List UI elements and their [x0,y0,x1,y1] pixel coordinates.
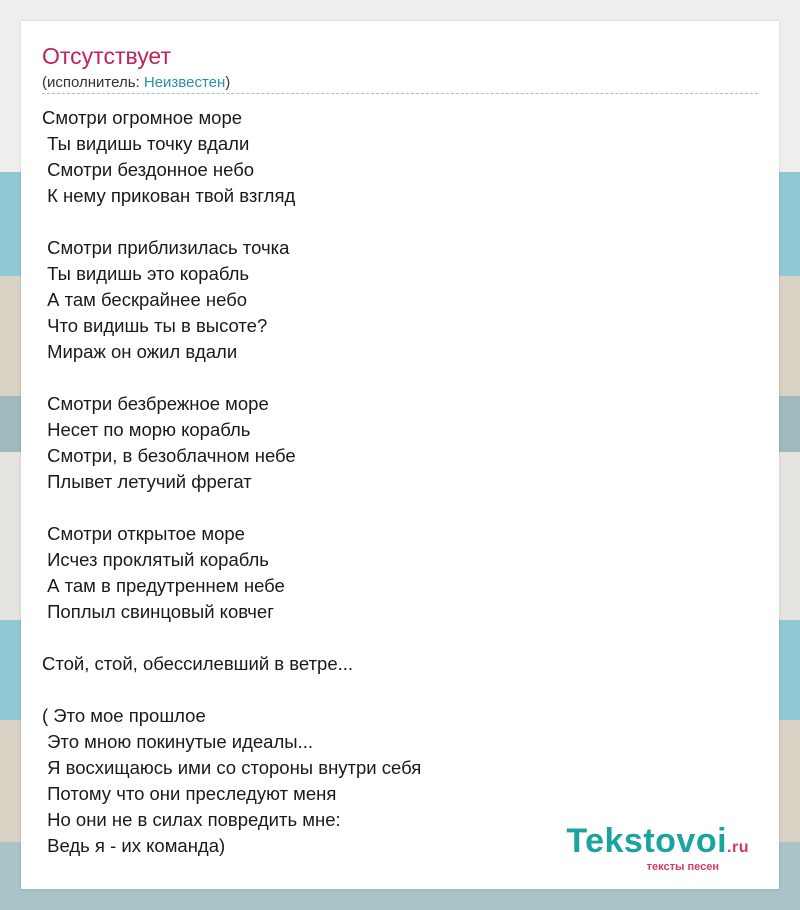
artist-link[interactable]: Неизвестен [143,74,226,91]
lyrics-line: ( Это мое прошлое [42,705,206,726]
lyrics-line: Смотри бездонное небо [42,159,255,180]
logo-wordmark [566,824,749,865]
lyrics-line: Потому что они преследуют меня [42,783,337,804]
lyrics-line: Я восхищаюсь ими со стороны внутри себя [42,757,422,778]
lyrics-line: Исчез проклятый корабль [42,549,269,570]
lyrics-line [42,209,421,235]
logo-name: Tekstovoi [566,822,728,860]
lyrics-line: Несет по морю корабль [42,419,251,440]
meta-prefix: (исполнитель: [42,74,144,91]
lyrics-line: Смотри открытое море [42,523,245,544]
lyrics-line: Смотри огромное море [42,107,243,128]
lyrics-line: Смотри безбрежное море [42,393,269,414]
meta-suffix: ) [225,74,231,91]
lyrics-line [42,677,421,703]
song-meta [42,74,230,91]
lyrics-line: К нему прикован твой взгляд [42,185,296,206]
lyrics-text [42,105,421,859]
lyrics-line: А там в предутреннем небе [42,575,285,596]
lyrics-line: Мираж он ожил вдали [42,341,238,362]
lyrics-line: Поплыл свинцовый ковчег [42,601,274,622]
lyrics-card [21,21,779,889]
site-logo[interactable] [566,824,749,873]
lyrics-line: Смотри, в безоблачном небе [42,445,296,466]
lyrics-line: Что видишь ты в высоте? [42,315,268,336]
divider [42,93,758,94]
logo-tagline: тексты песен [646,861,719,873]
lyrics-line: Плывет летучий фрегат [42,471,252,492]
lyrics-line: Ты видишь это корабль [42,263,250,284]
lyrics-line: Стой, стой, обессилевший в ветре... [42,653,354,674]
lyrics-line [42,365,421,391]
lyrics-line: Ты видишь точку вдали [42,133,250,154]
lyrics-line: Ведь я - их команда) [42,835,226,856]
lyrics-line [42,495,421,521]
lyrics-line: Смотри приблизилась точка [42,237,290,258]
lyrics-line: Это мною покинутые идеалы... [42,731,313,752]
song-title: Отсутствует [42,43,171,69]
lyrics-line: А там бескрайнее небо [42,289,248,310]
lyrics-line [42,625,421,651]
lyrics-line: Но они не в силах повредить мне: [42,809,341,830]
logo-tld: .ru [727,839,749,856]
